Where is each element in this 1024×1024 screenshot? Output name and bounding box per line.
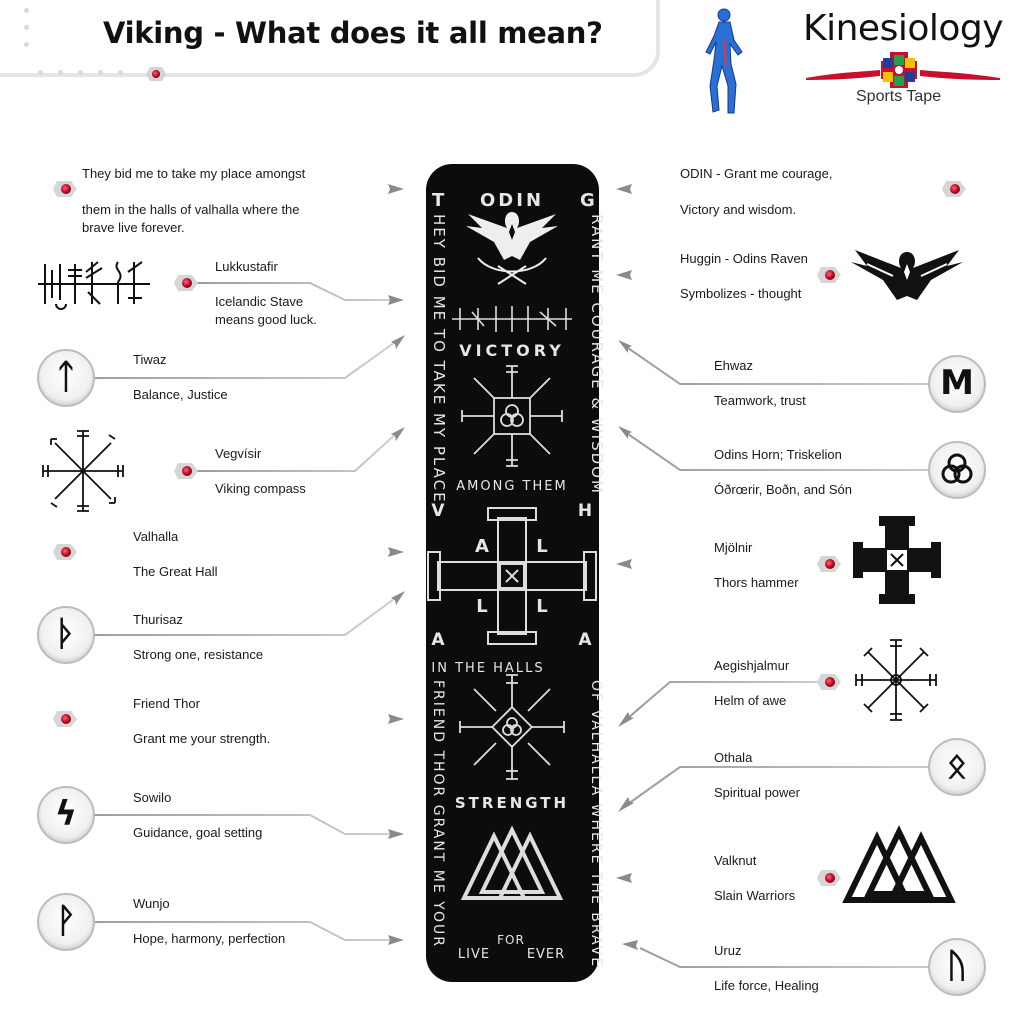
right-item-description: Victory and wisdom. [680, 202, 797, 217]
left-item-description: Balance, Justice [133, 387, 228, 402]
uruz-rune-icon: ᚢ [946, 946, 968, 986]
tape-for: FOR [497, 933, 525, 947]
left-item-title: They bid me to take my place amongst [82, 166, 306, 181]
tape-cross-l3: L [536, 596, 548, 617]
tape-top-right: G [580, 190, 595, 211]
brand-subtitle: Sports Tape [856, 88, 942, 105]
right-item-title: Othala [714, 750, 753, 765]
tape-cross-a: A [475, 536, 489, 557]
brand-name: Kinesiology [803, 8, 1004, 49]
tape-v: V [431, 501, 445, 521]
left-item-description: Grant me your strength. [133, 731, 271, 746]
left-item-title: Lukkustafir [215, 259, 278, 274]
right-item-title: ODIN - Grant me courage, [680, 166, 833, 181]
right-item-description: Thors hammer [714, 575, 799, 590]
left-item-title: Tiwaz [133, 352, 167, 367]
tape-a-right: A [578, 630, 592, 650]
sowilo-rune-icon: ϟ [54, 794, 78, 834]
tape-h: H [577, 501, 593, 521]
tape-cross-l1: L [536, 536, 548, 557]
left-item-description: Icelandic Stave means good luck. [215, 294, 317, 327]
tape-ever: EVER [526, 947, 566, 962]
right-item-title: Valknut [714, 853, 757, 868]
right-item-description: Óðrœrir, Boðn, and Són [714, 482, 853, 497]
tape-left-column: HEY BID ME TO TAKE MY PLACE [430, 214, 448, 504]
right-item-description: Teamwork, trust [714, 393, 806, 408]
left-item-description: them in the halls of valhalla where the brave live forever. [82, 202, 300, 235]
right-item-title: Ehwaz [714, 358, 754, 373]
right-item-description: Life force, Healing [714, 978, 819, 993]
left-item-title: Wunjo [133, 896, 170, 911]
tape-a-left: A [431, 630, 445, 650]
thurisaz-rune-icon: ᚦ [55, 614, 77, 654]
tape-right-lower: OF VALHALLA WHERE THE BRAVE [588, 680, 604, 969]
right-item-description: Slain Warriors [714, 888, 796, 903]
right-item-description: Helm of awe [714, 693, 787, 708]
left-item-description: Viking compass [215, 481, 306, 496]
tape-left-lower: FRIEND THOR GRANT ME YOUR [430, 680, 446, 948]
othala-rune-icon: ᛟ [946, 746, 968, 786]
page-title: Viking - What does it all mean? [103, 16, 603, 50]
right-item-title: Huggin - Odins Raven [680, 251, 808, 266]
right-item-title: Aegishjalmur [714, 658, 790, 673]
left-item-title: Valhalla [133, 529, 179, 544]
right-item-title: Mjölnir [714, 540, 753, 555]
tape-in-halls: IN THE HALLS [431, 661, 545, 676]
tape-right-column: RANT ME COURAGE & WISDOM [588, 214, 606, 495]
tape-top-left: T [432, 190, 445, 211]
tape-top-word: ODIN [480, 190, 545, 211]
tape-victory: VICTORY [459, 341, 565, 360]
right-item-description: Spiritual power [714, 785, 800, 800]
left-item-title: Sowilo [133, 790, 172, 805]
tape-among: AMONG THEM [456, 479, 568, 494]
left-item-title: Thurisaz [133, 612, 183, 627]
tape-cross-l2: L [476, 596, 488, 617]
left-item-title: Friend Thor [133, 696, 200, 711]
right-item-title: Odins Horn; Triskelion [714, 447, 842, 462]
right-item-title: Uruz [714, 943, 742, 958]
tiwaz-rune-icon: ᛏ [55, 357, 77, 397]
left-item-title: Vegvísir [215, 446, 262, 461]
left-item-description: Guidance, goal setting [133, 825, 263, 840]
ehwaz-rune-icon: M [940, 363, 974, 403]
left-item-description: Hope, harmony, perfection [133, 931, 286, 946]
right-item-description: Symbolizes - thought [680, 286, 802, 301]
tape-live: LIVE [457, 947, 491, 962]
left-item-description: Strong one, resistance [133, 647, 264, 662]
left-item-description: The Great Hall [133, 564, 218, 579]
wunjo-rune-icon: ᚹ [55, 901, 77, 941]
tape-strength: STRENGTH [454, 794, 570, 812]
